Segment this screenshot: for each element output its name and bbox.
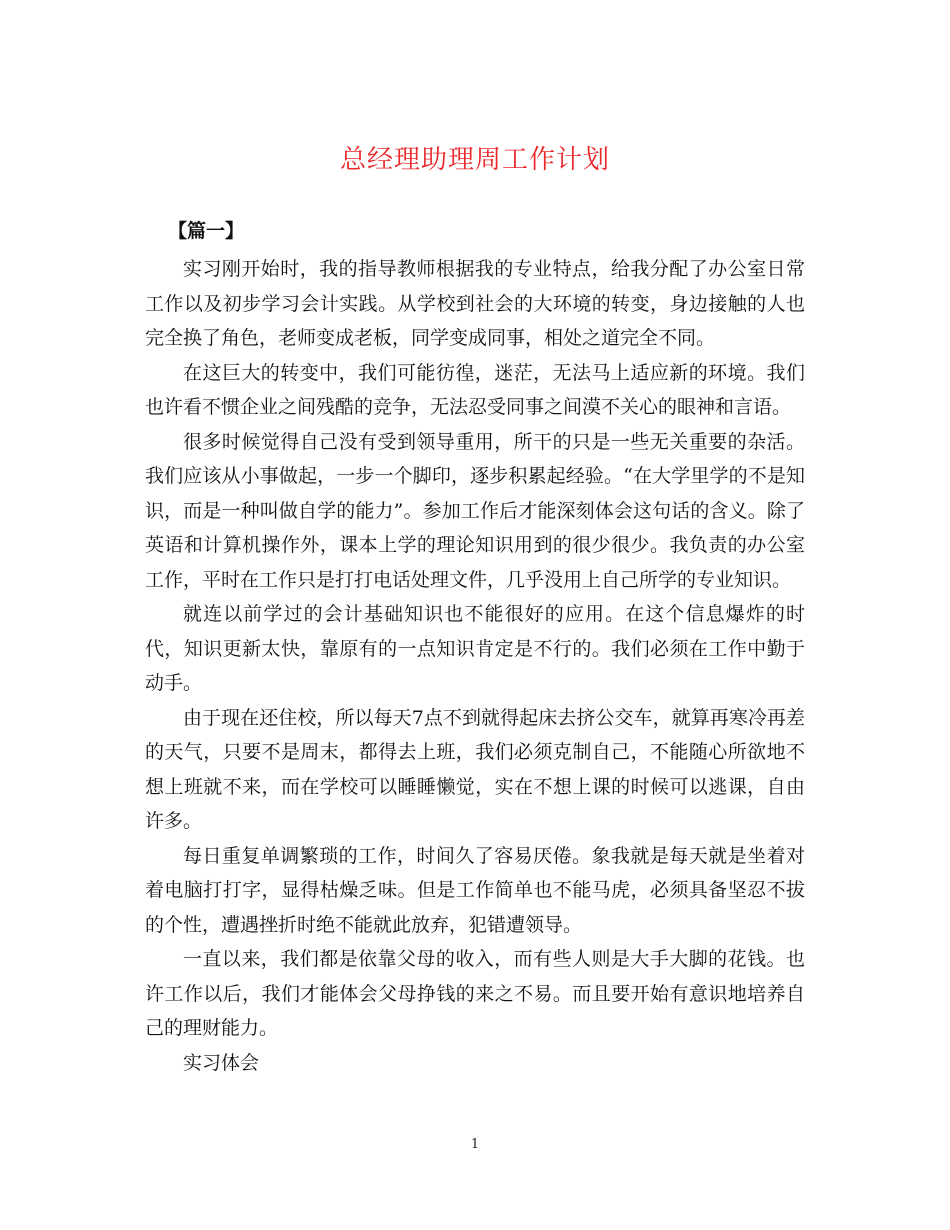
paragraph-5: 由于现在还住校，所以每天7点不到就得起床去挤公交车，就算再寒冷再差的天气，只要不是周末，都得去上班，我们必须克制自己，不能随心所欲地不想上班就不来，而在学校可以睡睡懒觉，实在不想上课的时候可以逃课，自由许多。: [145, 706, 805, 832]
paragraph-7: 一直以来，我们都是依靠父母的收入，而有些人则是大手大脚的花钱。也许工作以后，我们才能体会父母挣钱的来之不易。而且要开始有意识地培养自己的理财能力。: [145, 948, 805, 1039]
document-body: [145, 252, 805, 1080]
paragraph-3: 很多时候觉得自己没有受到领导重用，所干的只是一些无关重要的杂活。我们应该从小事做起，一步一个脚印，逐步积累起经验。“在大学里学的不是知识，而是一种叫做自学的能力”。参加工作后才能深刻体会这句话的含义。除了英语和计算机操作外，课本上学的理论知识用到的很少很少。我负责的办公室工作，平时在工作只是打打电话处理文件，几乎没用上自己所学的专业知识。: [145, 430, 805, 591]
paragraph-6: 每日重复单调繁琐的工作，时间久了容易厌倦。象我就是每天就是坐着对着电脑打打字，显得枯燥乏味。但是工作简单也不能马虎，必须具备坚忍不拔的个性，遭遇挫折时绝不能就此放弃，犯错遭领导。: [145, 844, 805, 936]
paragraph-1: 实习刚开始时，我的指导教师根据我的专业特点，给我分配了办公室日常工作以及初步学习会计实践。从学校到社会的大环境的转变，身边接触的人也完全换了角色，老师变成老板，同学变成同事，相处之道完全不同。: [145, 258, 805, 349]
paragraph-8-heading: 实习体会: [183, 1051, 260, 1074]
document-title: 总经理助理周工作计划: [339, 145, 610, 175]
paragraph-2: 在这巨大的转变中，我们可能彷徨，迷茫，无法马上适应新的环境。我们也许看不惯企业之间残酷的竞争，无法忍受同事之间漠不关心的眼神和言语。: [145, 361, 805, 418]
section-heading: 【篇一】: [168, 220, 245, 242]
paragraph-4: 就连以前学过的会计基础知识也不能很好的应用。在这个信息爆炸的时代，知识更新太快，靠原有的一点知识肯定是不行的。我们必须在工作中勤于动手。: [145, 603, 805, 694]
page-number: 1: [470, 1137, 480, 1152]
